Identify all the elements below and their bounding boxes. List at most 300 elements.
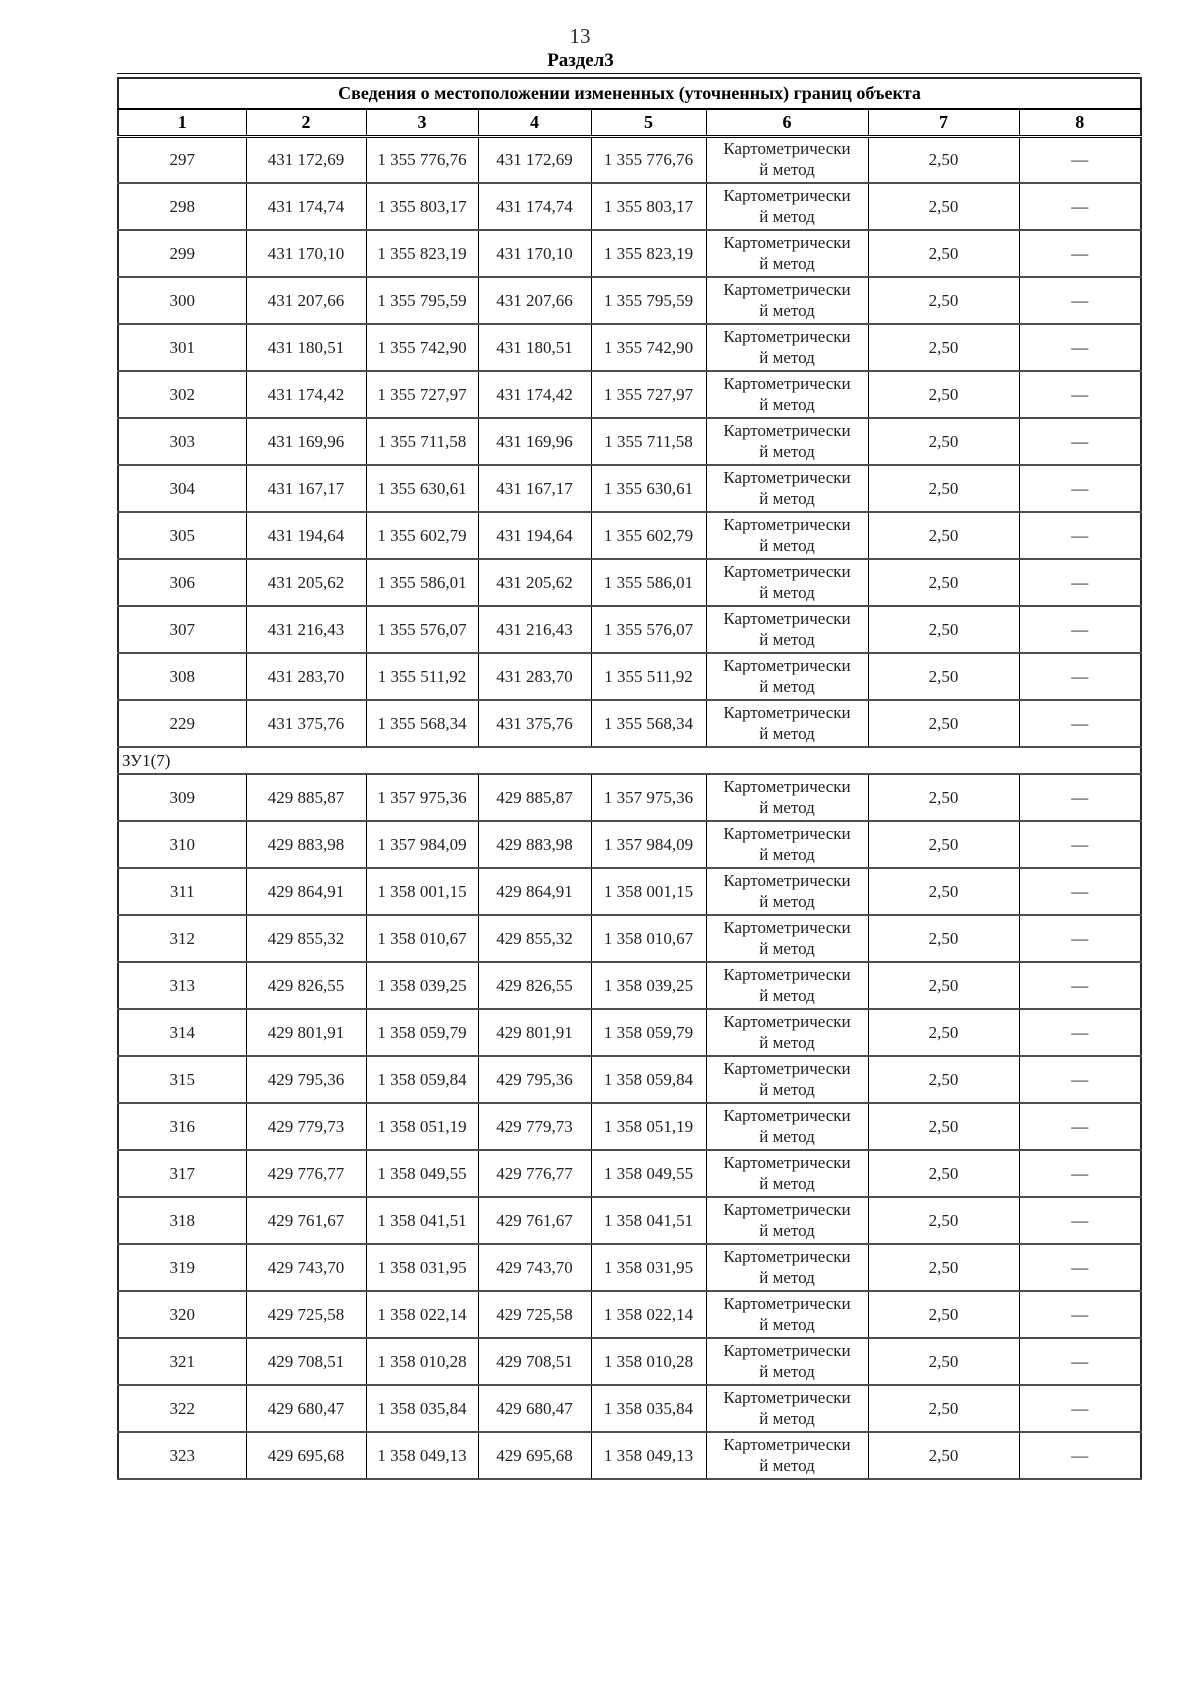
method-cell bbox=[706, 1291, 868, 1338]
precision-cell: 2,50 bbox=[868, 136, 1019, 183]
refined-y-cell: 1 358 001,15 bbox=[591, 868, 706, 915]
refined-y-cell: 1 355 776,76 bbox=[591, 136, 706, 183]
method-line-1: Картометрически bbox=[723, 1387, 851, 1407]
boundaries-table bbox=[117, 77, 1142, 1480]
table-row bbox=[118, 1009, 1141, 1056]
precision-cell: 2,50 bbox=[868, 277, 1019, 324]
point-number-cell: 302 bbox=[118, 371, 246, 418]
refined-x-cell: 431 375,76 bbox=[478, 700, 591, 747]
method-cell bbox=[706, 1009, 868, 1056]
refined-y-cell: 1 358 039,25 bbox=[591, 962, 706, 1009]
precision-cell: 2,50 bbox=[868, 653, 1019, 700]
method-line-2: й метод bbox=[759, 1220, 815, 1240]
point-number-cell: 307 bbox=[118, 606, 246, 653]
table-row bbox=[118, 324, 1141, 371]
description-cell: — bbox=[1019, 1244, 1141, 1291]
precision-cell: 2,50 bbox=[868, 418, 1019, 465]
method-line-1: Картометрически bbox=[723, 1199, 851, 1219]
table-row bbox=[118, 653, 1141, 700]
method-cell bbox=[706, 230, 868, 277]
refined-x-cell: 429 708,51 bbox=[478, 1338, 591, 1385]
description-cell: — bbox=[1019, 1056, 1141, 1103]
existing-y-cell: 1 355 568,34 bbox=[366, 700, 478, 747]
refined-x-cell: 429 883,98 bbox=[478, 821, 591, 868]
method-line-1: Картометрически bbox=[723, 917, 851, 937]
refined-y-cell: 1 358 049,13 bbox=[591, 1432, 706, 1479]
method-line-1: Картометрически bbox=[723, 326, 851, 346]
refined-x-cell: 429 695,68 bbox=[478, 1432, 591, 1479]
point-number-cell: 309 bbox=[118, 774, 246, 821]
method-cell bbox=[706, 136, 868, 183]
refined-y-cell: 1 355 727,97 bbox=[591, 371, 706, 418]
existing-x-cell: 429 826,55 bbox=[246, 962, 366, 1009]
refined-x-cell: 429 826,55 bbox=[478, 962, 591, 1009]
refined-y-cell: 1 358 031,95 bbox=[591, 1244, 706, 1291]
table-row bbox=[118, 371, 1141, 418]
method-line-1: Картометрически bbox=[723, 1058, 851, 1078]
point-number-cell: 304 bbox=[118, 465, 246, 512]
method-line-2: й метод bbox=[759, 582, 815, 602]
method-line-2: й метод bbox=[759, 938, 815, 958]
existing-x-cell: 429 708,51 bbox=[246, 1338, 366, 1385]
method-cell bbox=[706, 371, 868, 418]
refined-x-cell: 429 885,87 bbox=[478, 774, 591, 821]
precision-cell: 2,50 bbox=[868, 700, 1019, 747]
point-number-cell: 318 bbox=[118, 1197, 246, 1244]
description-cell: — bbox=[1019, 230, 1141, 277]
existing-x-cell: 429 680,47 bbox=[246, 1385, 366, 1432]
existing-x-cell: 431 170,10 bbox=[246, 230, 366, 277]
existing-x-cell: 429 761,67 bbox=[246, 1197, 366, 1244]
existing-y-cell: 1 358 001,15 bbox=[366, 868, 478, 915]
description-cell: — bbox=[1019, 136, 1141, 183]
existing-y-cell: 1 358 039,25 bbox=[366, 962, 478, 1009]
refined-x-cell: 429 761,67 bbox=[478, 1197, 591, 1244]
refined-y-cell: 1 355 602,79 bbox=[591, 512, 706, 559]
description-cell: — bbox=[1019, 559, 1141, 606]
method-line-1: Картометрически bbox=[723, 964, 851, 984]
refined-x-cell: 429 801,91 bbox=[478, 1009, 591, 1056]
column-number: 6 bbox=[706, 109, 868, 136]
existing-y-cell: 1 358 059,84 bbox=[366, 1056, 478, 1103]
description-cell: — bbox=[1019, 418, 1141, 465]
table-row bbox=[118, 418, 1141, 465]
refined-y-cell: 1 358 035,84 bbox=[591, 1385, 706, 1432]
existing-x-cell: 431 194,64 bbox=[246, 512, 366, 559]
refined-y-cell: 1 358 051,19 bbox=[591, 1103, 706, 1150]
description-cell: — bbox=[1019, 277, 1141, 324]
point-number-cell: 320 bbox=[118, 1291, 246, 1338]
refined-y-cell: 1 355 711,58 bbox=[591, 418, 706, 465]
method-line-2: й метод bbox=[759, 797, 815, 817]
existing-y-cell: 1 355 630,61 bbox=[366, 465, 478, 512]
refined-x-cell: 429 680,47 bbox=[478, 1385, 591, 1432]
table-row bbox=[118, 1244, 1141, 1291]
table-row bbox=[118, 700, 1141, 747]
existing-x-cell: 429 864,91 bbox=[246, 868, 366, 915]
method-line-2: й метод bbox=[759, 441, 815, 461]
refined-x-cell: 431 205,62 bbox=[478, 559, 591, 606]
existing-x-cell: 431 167,17 bbox=[246, 465, 366, 512]
description-cell: — bbox=[1019, 915, 1141, 962]
existing-x-cell: 431 174,42 bbox=[246, 371, 366, 418]
method-line-2: й метод bbox=[759, 1126, 815, 1146]
refined-x-cell: 429 743,70 bbox=[478, 1244, 591, 1291]
refined-y-cell: 1 355 568,34 bbox=[591, 700, 706, 747]
method-line-1: Картометрически bbox=[723, 561, 851, 581]
point-number-cell: 299 bbox=[118, 230, 246, 277]
method-line-1: Картометрически bbox=[723, 467, 851, 487]
refined-x-cell: 431 207,66 bbox=[478, 277, 591, 324]
method-cell bbox=[706, 915, 868, 962]
page-number: 13 bbox=[569, 24, 591, 48]
method-cell bbox=[706, 1244, 868, 1291]
refined-x-cell: 431 180,51 bbox=[478, 324, 591, 371]
point-number-cell: 323 bbox=[118, 1432, 246, 1479]
method-line-1: Картометрически bbox=[723, 514, 851, 534]
method-cell bbox=[706, 183, 868, 230]
existing-x-cell: 429 725,58 bbox=[246, 1291, 366, 1338]
method-line-2: й метод bbox=[759, 253, 815, 273]
existing-y-cell: 1 355 803,17 bbox=[366, 183, 478, 230]
point-number-cell: 313 bbox=[118, 962, 246, 1009]
point-number-cell: 316 bbox=[118, 1103, 246, 1150]
precision-cell: 2,50 bbox=[868, 1432, 1019, 1479]
column-numbers-row bbox=[118, 109, 1141, 136]
method-line-2: й метод bbox=[759, 1079, 815, 1099]
description-cell: — bbox=[1019, 1338, 1141, 1385]
existing-x-cell: 431 375,76 bbox=[246, 700, 366, 747]
method-line-1: Картометрически bbox=[723, 373, 851, 393]
description-cell: — bbox=[1019, 1009, 1141, 1056]
method-line-2: й метод bbox=[759, 1361, 815, 1381]
existing-x-cell: 429 885,87 bbox=[246, 774, 366, 821]
method-line-1: Картометрически bbox=[723, 1246, 851, 1266]
method-line-1: Картометрически bbox=[723, 702, 851, 722]
description-cell: — bbox=[1019, 371, 1141, 418]
precision-cell: 2,50 bbox=[868, 1103, 1019, 1150]
precision-cell: 2,50 bbox=[868, 230, 1019, 277]
existing-x-cell: 429 743,70 bbox=[246, 1244, 366, 1291]
method-cell bbox=[706, 1056, 868, 1103]
method-line-1: Картометрически bbox=[723, 1340, 851, 1360]
parcel-label: ЗУ1(7) bbox=[118, 747, 1141, 774]
table-row bbox=[118, 1150, 1141, 1197]
existing-y-cell: 1 357 975,36 bbox=[366, 774, 478, 821]
description-cell: — bbox=[1019, 962, 1141, 1009]
method-line-2: й метод bbox=[759, 1408, 815, 1428]
column-number: 2 bbox=[246, 109, 366, 136]
existing-x-cell: 431 169,96 bbox=[246, 418, 366, 465]
table-row bbox=[118, 1103, 1141, 1150]
point-number-cell: 308 bbox=[118, 653, 246, 700]
refined-y-cell: 1 358 010,28 bbox=[591, 1338, 706, 1385]
point-number-cell: 306 bbox=[118, 559, 246, 606]
precision-cell: 2,50 bbox=[868, 1338, 1019, 1385]
column-number: 8 bbox=[1019, 109, 1141, 136]
description-cell: — bbox=[1019, 774, 1141, 821]
existing-x-cell: 431 216,43 bbox=[246, 606, 366, 653]
method-line-2: й метод bbox=[759, 347, 815, 367]
point-number-cell: 322 bbox=[118, 1385, 246, 1432]
method-line-1: Картометрически bbox=[723, 608, 851, 628]
precision-cell: 2,50 bbox=[868, 183, 1019, 230]
refined-y-cell: 1 355 803,17 bbox=[591, 183, 706, 230]
existing-y-cell: 1 358 049,55 bbox=[366, 1150, 478, 1197]
table-row bbox=[118, 230, 1141, 277]
table-row bbox=[118, 606, 1141, 653]
existing-x-cell: 429 776,77 bbox=[246, 1150, 366, 1197]
table-row bbox=[118, 962, 1141, 1009]
method-line-1: Картометрически bbox=[723, 232, 851, 252]
method-cell bbox=[706, 1197, 868, 1244]
precision-cell: 2,50 bbox=[868, 915, 1019, 962]
table-row bbox=[118, 183, 1141, 230]
method-line-1: Картометрически bbox=[723, 1011, 851, 1031]
method-line-2: й метод bbox=[759, 1314, 815, 1334]
precision-cell: 2,50 bbox=[868, 1150, 1019, 1197]
description-cell: — bbox=[1019, 1432, 1141, 1479]
method-line-1: Картометрически bbox=[723, 1293, 851, 1313]
existing-x-cell: 429 883,98 bbox=[246, 821, 366, 868]
column-number: 4 bbox=[478, 109, 591, 136]
refined-x-cell: 431 174,42 bbox=[478, 371, 591, 418]
point-number-cell: 310 bbox=[118, 821, 246, 868]
refined-x-cell: 429 855,32 bbox=[478, 915, 591, 962]
method-line-2: й метод bbox=[759, 1267, 815, 1287]
point-number-cell: 319 bbox=[118, 1244, 246, 1291]
precision-cell: 2,50 bbox=[868, 1291, 1019, 1338]
description-cell: — bbox=[1019, 512, 1141, 559]
refined-y-cell: 1 358 059,84 bbox=[591, 1056, 706, 1103]
refined-y-cell: 1 355 630,61 bbox=[591, 465, 706, 512]
method-line-2: й метод bbox=[759, 723, 815, 743]
column-number: 1 bbox=[118, 109, 246, 136]
existing-x-cell: 431 207,66 bbox=[246, 277, 366, 324]
existing-x-cell: 429 695,68 bbox=[246, 1432, 366, 1479]
parcel-label-row bbox=[118, 747, 1141, 774]
table-row bbox=[118, 1197, 1141, 1244]
method-line-1: Картометрически bbox=[723, 655, 851, 675]
precision-cell: 2,50 bbox=[868, 962, 1019, 1009]
method-line-2: й метод bbox=[759, 1455, 815, 1475]
refined-y-cell: 1 358 041,51 bbox=[591, 1197, 706, 1244]
section-heading: Раздел3 bbox=[547, 50, 614, 71]
column-number: 5 bbox=[591, 109, 706, 136]
method-line-1: Картометрически bbox=[723, 870, 851, 890]
method-line-1: Картометрически bbox=[723, 1105, 851, 1125]
existing-x-cell: 431 172,69 bbox=[246, 136, 366, 183]
existing-y-cell: 1 358 049,13 bbox=[366, 1432, 478, 1479]
existing-x-cell: 431 174,74 bbox=[246, 183, 366, 230]
table-row bbox=[118, 512, 1141, 559]
existing-y-cell: 1 355 823,19 bbox=[366, 230, 478, 277]
table-title-row bbox=[118, 78, 1141, 109]
precision-cell: 2,50 bbox=[868, 1056, 1019, 1103]
method-line-1: Картометрически bbox=[723, 139, 851, 159]
method-line-1: Картометрически bbox=[723, 776, 851, 796]
method-cell bbox=[706, 465, 868, 512]
existing-y-cell: 1 355 727,97 bbox=[366, 371, 478, 418]
method-line-1: Картометрически bbox=[723, 420, 851, 440]
column-number: 3 bbox=[366, 109, 478, 136]
existing-x-cell: 431 205,62 bbox=[246, 559, 366, 606]
refined-x-cell: 429 795,36 bbox=[478, 1056, 591, 1103]
existing-x-cell: 431 283,70 bbox=[246, 653, 366, 700]
refined-y-cell: 1 355 742,90 bbox=[591, 324, 706, 371]
existing-y-cell: 1 358 041,51 bbox=[366, 1197, 478, 1244]
refined-y-cell: 1 358 059,79 bbox=[591, 1009, 706, 1056]
precision-cell: 2,50 bbox=[868, 371, 1019, 418]
point-number-cell: 317 bbox=[118, 1150, 246, 1197]
refined-y-cell: 1 355 586,01 bbox=[591, 559, 706, 606]
precision-cell: 2,50 bbox=[868, 1009, 1019, 1056]
section-heading-rule bbox=[117, 50, 1140, 74]
method-line-2: й метод bbox=[759, 159, 815, 179]
method-line-1: Картометрически bbox=[723, 279, 851, 299]
point-number-cell: 311 bbox=[118, 868, 246, 915]
refined-x-cell: 431 172,69 bbox=[478, 136, 591, 183]
precision-cell: 2,50 bbox=[868, 1385, 1019, 1432]
refined-y-cell: 1 358 049,55 bbox=[591, 1150, 706, 1197]
refined-y-cell: 1 357 984,09 bbox=[591, 821, 706, 868]
refined-x-cell: 431 170,10 bbox=[478, 230, 591, 277]
refined-x-cell: 431 174,74 bbox=[478, 183, 591, 230]
refined-y-cell: 1 357 975,36 bbox=[591, 774, 706, 821]
precision-cell: 2,50 bbox=[868, 821, 1019, 868]
description-cell: — bbox=[1019, 868, 1141, 915]
method-cell bbox=[706, 1150, 868, 1197]
existing-y-cell: 1 358 010,28 bbox=[366, 1338, 478, 1385]
method-cell bbox=[706, 700, 868, 747]
precision-cell: 2,50 bbox=[868, 465, 1019, 512]
table-row bbox=[118, 1432, 1141, 1479]
existing-y-cell: 1 357 984,09 bbox=[366, 821, 478, 868]
description-cell: — bbox=[1019, 1150, 1141, 1197]
description-cell: — bbox=[1019, 606, 1141, 653]
method-cell bbox=[706, 606, 868, 653]
description-cell: — bbox=[1019, 1385, 1141, 1432]
method-line-2: й метод bbox=[759, 488, 815, 508]
table-row bbox=[118, 559, 1141, 606]
precision-cell: 2,50 bbox=[868, 868, 1019, 915]
refined-x-cell: 431 167,17 bbox=[478, 465, 591, 512]
precision-cell: 2,50 bbox=[868, 559, 1019, 606]
boundaries-table-body bbox=[118, 78, 1141, 1479]
existing-y-cell: 1 355 511,92 bbox=[366, 653, 478, 700]
table-row bbox=[118, 821, 1141, 868]
existing-y-cell: 1 355 742,90 bbox=[366, 324, 478, 371]
method-line-1: Картометрически bbox=[723, 185, 851, 205]
existing-y-cell: 1 358 031,95 bbox=[366, 1244, 478, 1291]
table-row bbox=[118, 1056, 1141, 1103]
description-cell: — bbox=[1019, 821, 1141, 868]
column-number: 7 bbox=[868, 109, 1019, 136]
existing-y-cell: 1 355 576,07 bbox=[366, 606, 478, 653]
existing-y-cell: 1 355 586,01 bbox=[366, 559, 478, 606]
method-cell bbox=[706, 559, 868, 606]
method-cell bbox=[706, 418, 868, 465]
method-cell bbox=[706, 1385, 868, 1432]
table-row bbox=[118, 868, 1141, 915]
method-line-2: й метод bbox=[759, 676, 815, 696]
method-line-1: Картометрически bbox=[723, 823, 851, 843]
refined-x-cell: 431 169,96 bbox=[478, 418, 591, 465]
refined-y-cell: 1 355 795,59 bbox=[591, 277, 706, 324]
precision-cell: 2,50 bbox=[868, 512, 1019, 559]
method-cell bbox=[706, 774, 868, 821]
method-line-2: й метод bbox=[759, 1032, 815, 1052]
description-cell: — bbox=[1019, 465, 1141, 512]
existing-x-cell: 431 180,51 bbox=[246, 324, 366, 371]
table-row bbox=[118, 277, 1141, 324]
existing-y-cell: 1 355 711,58 bbox=[366, 418, 478, 465]
existing-y-cell: 1 355 776,76 bbox=[366, 136, 478, 183]
refined-y-cell: 1 358 022,14 bbox=[591, 1291, 706, 1338]
method-line-2: й метод bbox=[759, 206, 815, 226]
refined-y-cell: 1 358 010,67 bbox=[591, 915, 706, 962]
description-cell: — bbox=[1019, 1103, 1141, 1150]
refined-x-cell: 429 776,77 bbox=[478, 1150, 591, 1197]
method-cell bbox=[706, 324, 868, 371]
existing-y-cell: 1 355 602,79 bbox=[366, 512, 478, 559]
refined-y-cell: 1 355 823,19 bbox=[591, 230, 706, 277]
existing-y-cell: 1 358 051,19 bbox=[366, 1103, 478, 1150]
method-line-2: й метод bbox=[759, 985, 815, 1005]
table-title: Сведения о местоположении измененных (уточненных) границ объекта bbox=[118, 78, 1141, 109]
method-cell bbox=[706, 1338, 868, 1385]
method-line-2: й метод bbox=[759, 394, 815, 414]
table-row bbox=[118, 915, 1141, 962]
precision-cell: 2,50 bbox=[868, 324, 1019, 371]
method-line-1: Картометрически bbox=[723, 1434, 851, 1454]
method-line-2: й метод bbox=[759, 535, 815, 555]
method-cell bbox=[706, 868, 868, 915]
precision-cell: 2,50 bbox=[868, 774, 1019, 821]
table-row bbox=[118, 774, 1141, 821]
point-number-cell: 315 bbox=[118, 1056, 246, 1103]
point-number-cell: 314 bbox=[118, 1009, 246, 1056]
refined-x-cell: 429 779,73 bbox=[478, 1103, 591, 1150]
description-cell: — bbox=[1019, 1291, 1141, 1338]
method-line-2: й метод bbox=[759, 891, 815, 911]
point-number-cell: 312 bbox=[118, 915, 246, 962]
precision-cell: 2,50 bbox=[868, 1244, 1019, 1291]
method-cell bbox=[706, 1432, 868, 1479]
point-number-cell: 300 bbox=[118, 277, 246, 324]
description-cell: — bbox=[1019, 324, 1141, 371]
method-cell bbox=[706, 821, 868, 868]
method-cell bbox=[706, 1103, 868, 1150]
table-row bbox=[118, 136, 1141, 183]
description-cell: — bbox=[1019, 700, 1141, 747]
method-line-1: Картометрически bbox=[723, 1152, 851, 1172]
table-row bbox=[118, 1338, 1141, 1385]
precision-cell: 2,50 bbox=[868, 606, 1019, 653]
method-cell bbox=[706, 512, 868, 559]
refined-x-cell: 431 216,43 bbox=[478, 606, 591, 653]
method-cell bbox=[706, 962, 868, 1009]
existing-y-cell: 1 355 795,59 bbox=[366, 277, 478, 324]
method-cell bbox=[706, 653, 868, 700]
point-number-cell: 301 bbox=[118, 324, 246, 371]
point-number-cell: 305 bbox=[118, 512, 246, 559]
table-row bbox=[118, 1385, 1141, 1432]
method-line-2: й метод bbox=[759, 844, 815, 864]
method-line-2: й метод bbox=[759, 300, 815, 320]
existing-x-cell: 429 855,32 bbox=[246, 915, 366, 962]
refined-x-cell: 429 864,91 bbox=[478, 868, 591, 915]
